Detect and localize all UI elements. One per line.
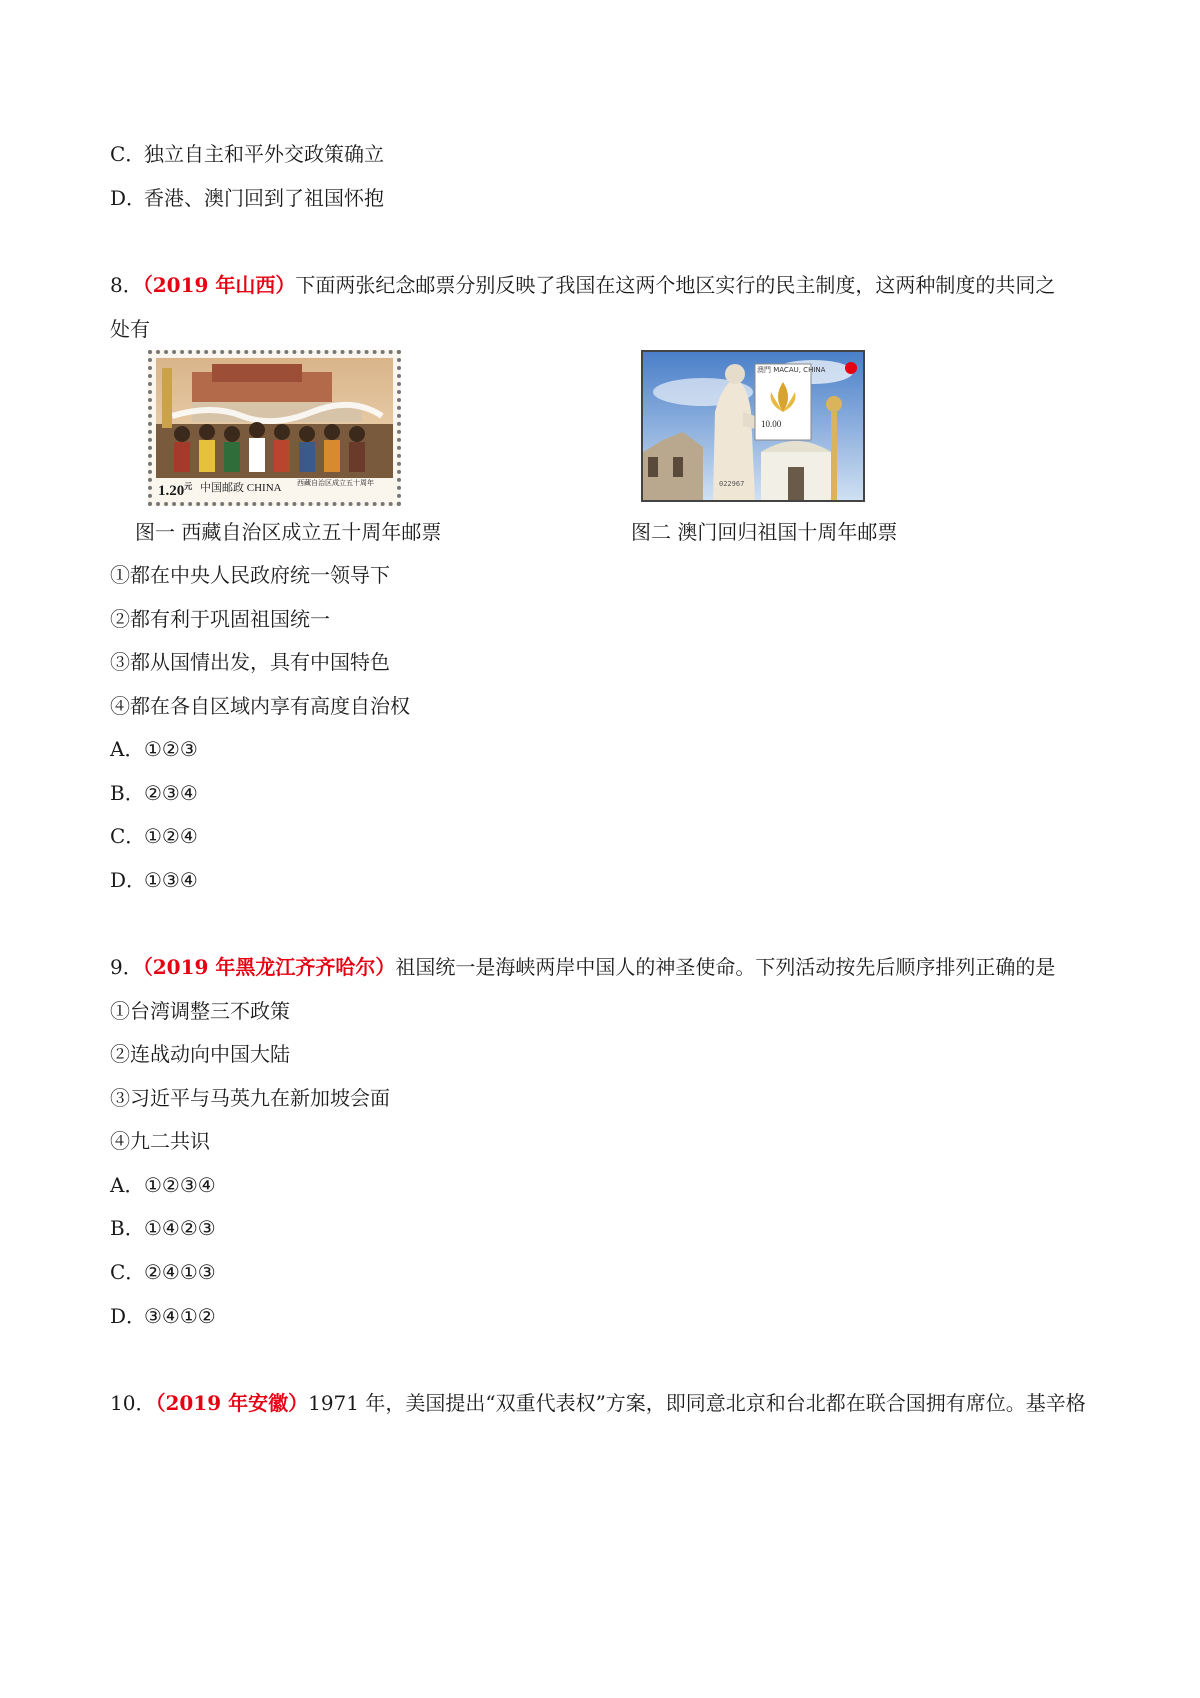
q8-option-b: B．②③④ [110, 781, 198, 805]
q9-statement-3: ③习近平与马英九在新加坡会面 [110, 1086, 390, 1110]
q8-stem-cont: 处有 [110, 317, 150, 341]
tibet-stamp-value: $1.20^元$ [158, 482, 193, 499]
macau-stamp-illustration [643, 352, 863, 500]
tibet-stamp-image [148, 350, 401, 506]
option-c: C．独立自主和平外交政策确立 [110, 142, 384, 166]
macau-stamp-value: 10.00 [761, 419, 782, 429]
q9-option-c: C．②④①③ [110, 1260, 216, 1284]
q9-stem: 9．（2019 年黑龙江齐齐哈尔）祖国统一是海峡两岸中国人的神圣使命。下列活动按先后顺序排列正确的是 [110, 955, 1056, 979]
tibet-stamp-issuer: 中国邮政 CHINA [200, 482, 282, 494]
option-d: D．香港、澳门回到了祖国怀抱 [110, 186, 384, 210]
q9-source: （2019 年黑龙江齐齐哈尔） [142, 955, 396, 979]
figure1-caption: 图一 西藏自治区成立五十周年邮票 [135, 520, 442, 544]
macau-stamp-serial: 022967 [719, 480, 745, 488]
q8-statement-1: ①都在中央人民政府统一领导下 [110, 563, 390, 587]
q8-statement-4: ④都在各自区域内享有高度自治权 [110, 694, 410, 718]
q9-option-b: B．①④②③ [110, 1216, 216, 1240]
q9-option-d: D．③④①② [110, 1304, 216, 1328]
q9-statement-1: ①台湾调整三不政策 [110, 999, 290, 1023]
q8-statement-3: ③都从国情出发，具有中国特色 [110, 650, 390, 674]
q9-option-a: A．①②③④ [110, 1173, 216, 1197]
q8-source: （2019 年山西） [142, 273, 296, 297]
figure2-caption: 图二 澳门回归祖国十周年邮票 [631, 520, 898, 544]
macau-stamp-image [641, 350, 865, 502]
q8-option-c: C．①②④ [110, 824, 198, 848]
q8-option-d: D．①③④ [110, 868, 198, 892]
tibet-stamp-title: 西藏自治区成立五十周年 [297, 479, 374, 487]
q10-source: （2019 年安徽） [155, 1391, 309, 1415]
q9-statement-2: ②连战动向中国大陆 [110, 1042, 290, 1066]
q10-stem: 10．（2019 年安徽）1971 年，美国提出“双重代表权”方案，即同意北京和台北都在联合国拥有席位。基辛格 [110, 1391, 1086, 1415]
q8-option-a: A．①②③ [110, 737, 198, 761]
q8-stem: 8．（2019 年山西）下面两张纪念邮票分别反映了我国在这两个地区实行的民主制度，这两种制度的共同之 [110, 273, 1056, 297]
macau-stamp-issuer: 澳門 MACAU, CHINA [757, 366, 826, 374]
q8-statement-2: ②都有利于巩固祖国统一 [110, 607, 330, 631]
q9-statement-4: ④九二共识 [110, 1129, 210, 1153]
